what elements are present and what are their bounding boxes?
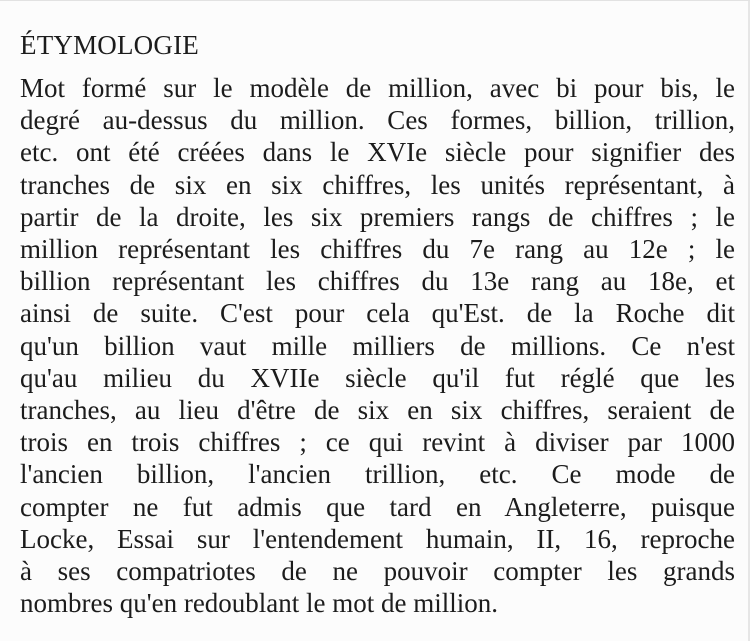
paragraph-line: compter ne fut admis que tard en Angleterre, puisque bbox=[20, 491, 735, 522]
paragraph-line: Mot formé sur le modèle de million, avec bi pour bis, le bbox=[20, 73, 735, 103]
etymology-paragraph bbox=[20, 72, 735, 619]
paragraph-line: ainsi de suite. C'est pour cela qu'Est. de la Roche dit bbox=[20, 298, 735, 329]
paragraph-line: Locke, Essai sur l'entendement humain, II, 16, reproche bbox=[20, 523, 735, 554]
paragraph-line: l'ancien billion, l'ancien trillion, etc. Ce mode de bbox=[20, 459, 735, 490]
section-heading: ÉTYMOLOGIE bbox=[20, 30, 199, 60]
paragraph-line: qu'au milieu du XVIIe siècle qu'il fut réglé que les bbox=[20, 362, 735, 393]
paragraph-line: billion représentant les chiffres du 13e rang au 18e, et bbox=[20, 266, 735, 297]
paragraph-line: tranches de six en six chiffres, les unités représentant, à bbox=[20, 169, 735, 200]
paragraph-line: trois en trois chiffres ; ce qui revint à diviser par 1000 bbox=[20, 427, 735, 458]
paragraph-line: degré au-dessus du million. Ces formes, billion, trillion, bbox=[20, 105, 735, 136]
paragraph-line: million représentant les chiffres du 7e rang au 12e ; le bbox=[20, 234, 735, 265]
paragraph-line: tranches, au lieu d'être de six en six chiffres, seraient de bbox=[20, 395, 735, 426]
paragraph-line: nombres qu'en redoublant le mot de million. bbox=[20, 588, 499, 619]
paragraph-line: partir de la droite, les six premiers rangs de chiffres ; le bbox=[20, 201, 735, 232]
paragraph-line: à ses compatriotes de ne pouvoir compter les grands bbox=[20, 556, 735, 587]
paragraph-line: qu'un billion vaut mille milliers de millions. Ce n'est bbox=[20, 330, 735, 361]
paragraph-line: etc. ont été créées dans le XVIe siècle pour signifier des bbox=[20, 137, 735, 168]
